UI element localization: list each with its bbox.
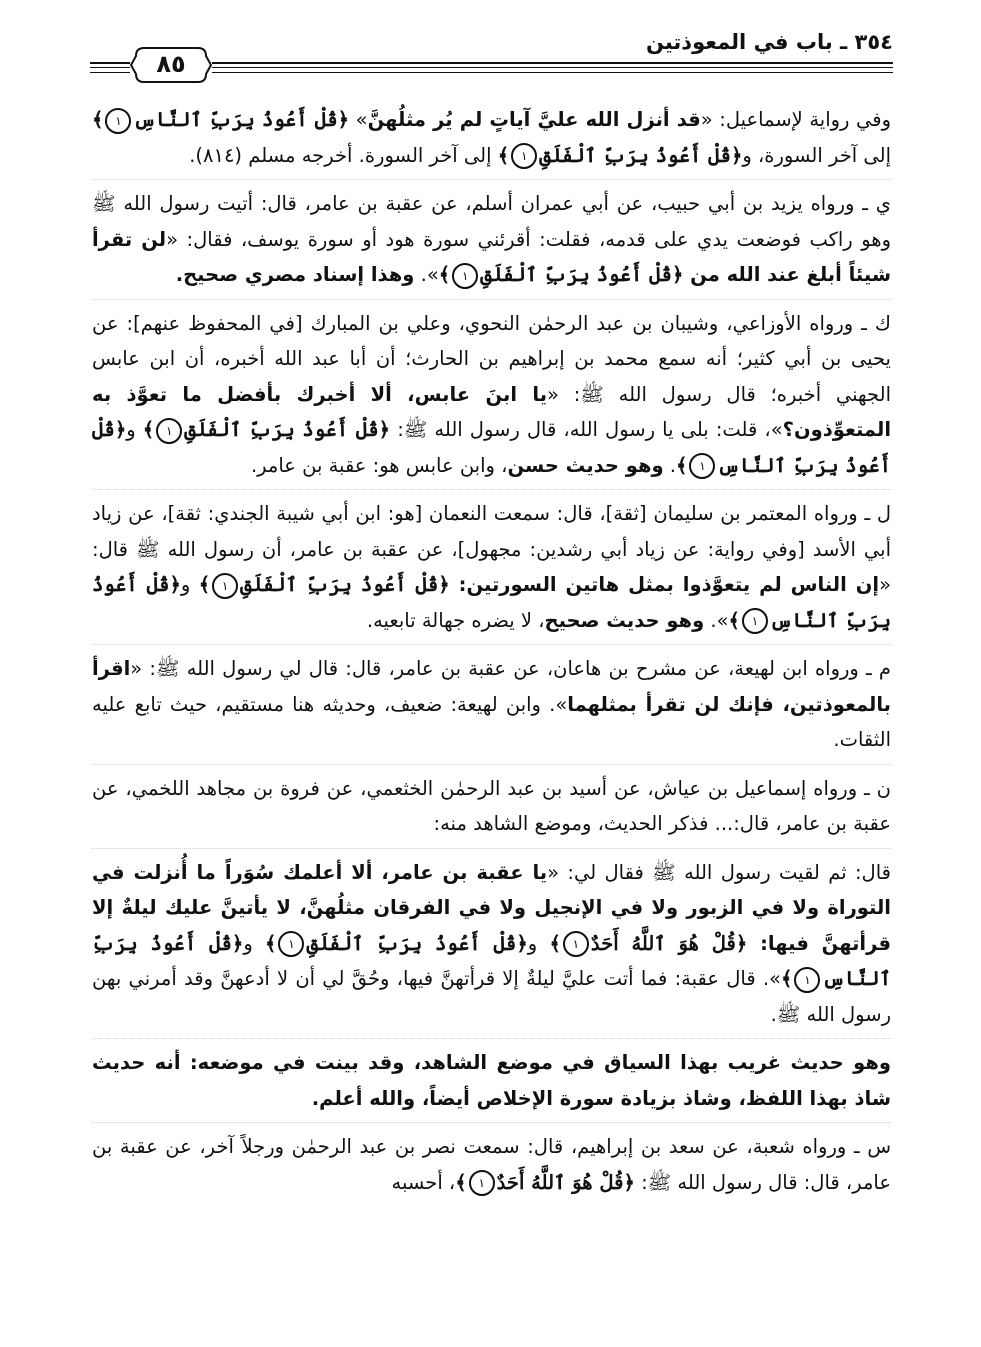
quran-bracket: ﴾: [455, 1170, 467, 1194]
quran-verse: ﴿قُلْ أَعُوذُ بِرَبِّ ٱلنَّاسِ: [133, 108, 350, 131]
page-header: [90, 26, 893, 78]
hadith-quote: يا عقبة بن عامر، ألا أعلمك سُوَراً ما أُنزلت في التوراة ولا في الزبور ولا في الإنجيل ولا في الفرقان مثلُهنَّ، لا يأتينَّ عليك ليلةٌ إلا قرأتهنَّ فيها:: [92, 860, 891, 955]
paragraph: [92, 179, 891, 293]
quran-verse: ﴿قُلْ أَعُوذُ بِرَبِّ ٱلْفَلَقِ: [306, 931, 528, 955]
text-run: ل ـ ورواه المعتمر بن سليمان [ثقة]، قال: سمعت النعمان [هو: ابن أبي شيبة الجندي: ثقة]، عن زياد أبي الأسد [وفي رواية: عن زياد أبي رشدين: مجهول]، عن عقبة بن عامر، أن رسول الله ﷺ قال: «: [92, 502, 891, 596]
ayah-marker-icon: ١: [212, 573, 238, 599]
quran-verse: ﴿قُلْ أَعُوذُ بِرَبِّ ٱلنَّاسِ: [92, 573, 891, 632]
text-run: .: [663, 453, 677, 477]
ayah-marker-icon: ١: [278, 931, 304, 957]
quran-verse: ﴿قُلْ أَعُوذُ بِرَبِّ ٱلنَّاسِ: [92, 418, 891, 477]
quran-verse: ﴿قُلْ أَعُوذُ بِرَبِّ ٱلْفَلَقِ: [184, 418, 391, 441]
ayah-marker-icon: ١: [156, 418, 182, 444]
ayah-marker-icon: ١: [563, 931, 589, 957]
ayah-marker-icon: ١: [689, 453, 715, 479]
quran-verse: ﴿قُلْ هُوَ ٱللَّهُ أَحَدٌ: [590, 931, 748, 955]
text-run: وهو حديث غريب بهذا السياق في موضع الشاهد، وقد بينت في موضعه: أنه حديث شاذ بهذا اللفظ، وشاذ بزيادة سورة الإخلاص أيضاً، والله أعلم.: [92, 1051, 891, 1110]
quran-bracket: ﴾: [142, 418, 155, 441]
hadith-quote: اقرأ بالمعوذتين، فإنك لن تقرأ بمثلهما: [92, 657, 891, 716]
quran-bracket: ﴾: [438, 263, 451, 286]
ayah-marker-icon: ١: [105, 108, 131, 134]
paragraph: [92, 644, 891, 758]
quran-bracket: ﴾: [728, 608, 740, 632]
quran-bracket: ﴾: [265, 931, 277, 955]
quran-verse: ﴿قُلْ أَعُوذُ بِرَبِّ ٱلْفَلَقِ: [480, 263, 684, 286]
hadith-quote: إن الناس لم يتعوَّذوا بمثل هاتين السورتين:: [449, 573, 880, 596]
text-run: وفي رواية لإسماعيل: «: [700, 108, 891, 131]
quran-bracket: ﴾: [497, 143, 510, 167]
ayah-marker-icon: ١: [742, 608, 768, 634]
running-title: ٣٥٤ ـ باب في المعوذتين: [645, 30, 893, 54]
quran-verse: ﴿قُلْ أَعُوذُ بِرَبِّ ٱلْفَلَقِ: [539, 143, 743, 167]
ayah-marker-icon: ١: [452, 263, 478, 289]
quran-verse: ﴿قُلْ أَعُوذُ بِرَبِّ ٱلْفَلَقِ: [240, 573, 450, 596]
quran-bracket: ﴾: [676, 453, 688, 477]
grading-text: وهو حديث حسن: [507, 453, 664, 477]
text-run: و: [126, 418, 143, 441]
text-run: »: [349, 108, 368, 131]
text-run: ، لا يضره جهالة تابعيه.: [366, 608, 545, 632]
text-run: ».: [704, 608, 729, 632]
paragraph: [92, 1122, 891, 1200]
quran-bracket: ﴾: [92, 108, 104, 131]
paragraph: [92, 1038, 891, 1116]
page-number-frame: [130, 44, 212, 84]
text-run: ». وابن لهيعة: ضعيف، وحديثه هنا مستقيم، حيث تابع عليه الثقات.: [92, 692, 891, 751]
ayah-marker-icon: ١: [794, 967, 820, 993]
text-run: ، أحسبه: [391, 1170, 456, 1194]
quran-bracket: ﴾: [549, 931, 561, 955]
page-number: ٨٥: [156, 50, 186, 78]
text-run: ».: [414, 263, 439, 286]
paragraph: [92, 489, 891, 638]
text-run: ي ـ ورواه يزيد بن أبي حبيب، عن أبي عمران أسلم، عن عقبة بن عامر، قال: أتيت رسول الله ﷺ وهو راكب فوضعت يدي على قدمه، فقلت: أقرئني سورة هود أو سورة يوسف، فقال: «: [92, 192, 891, 251]
ayah-marker-icon: ١: [469, 1170, 495, 1196]
grading-text: وهو حديث صحيح: [544, 608, 705, 632]
text-run: ك ـ ورواه الأوزاعي، وشيبان بن عبد الرحمٰن النحوي، وعلي بن المبارك [في المحفوظ عنهم]: عن يحيى بن أبي كثير؛ أنه سمع محمد بن إبراهيم بن الحارث؛ أن أبا عبد الله أخبره، أن ابن عابس الجهني أخبره؛ قال رسول الله ﷺ: «: [92, 311, 891, 406]
text-run: و: [243, 931, 266, 955]
ayah-marker-icon: ١: [511, 143, 537, 169]
text-run: س ـ ورواه شعبة، عن سعد بن إبراهيم، قال: سمعت نصر بن عبد الرحمٰن ورجلاً آخر، عن عقبة بن عامر، قال: قال رسول الله ﷺ:: [92, 1135, 891, 1194]
quran-verse: ﴿قُلْ أَعُوذُ بِرَبِّ ٱلنَّاسِ: [92, 931, 891, 990]
hadith-quote: قد أنزل الله عليَّ آياتٍ لم يُر مثلُهنَّ: [367, 108, 701, 131]
paragraph: [92, 848, 891, 1033]
text-run: ، وابن عابس هو: عقبة بن عامر.: [250, 453, 508, 477]
text-run: »، قلت: بلى يا رسول الله، قال رسول الله ﷺ:: [390, 418, 783, 441]
paragraph: [92, 299, 891, 484]
text-run: إلى آخر السورة، و: [742, 143, 891, 167]
paragraph: [92, 102, 891, 173]
text-run: إلى آخر السورة. أخرجه مسلم (٨١٤).: [189, 143, 498, 167]
text-run: و: [180, 573, 199, 596]
hadith-quote: لن تقرأ شيئاً أبلغ عند الله من: [92, 227, 891, 286]
page-body: [92, 102, 891, 1206]
quran-verse: ﴿قُلْ هُوَ ٱللَّهُ أَحَدٌ: [496, 1170, 635, 1194]
text-run: م ـ ورواه ابن لهيعة، عن مشرح بن هاعان، عن عقبة بن عامر، قال: قال لي رسول الله ﷺ: «: [130, 657, 891, 680]
text-run: ». قال عقبة: فما أتت عليَّ ليلةٌ إلا قرأتهنَّ فيها، وحُقَّ لي أن لا أدعهنَّ وقد أمرني بهن رسول الله ﷺ.: [92, 967, 891, 1026]
text-run: و: [527, 931, 550, 955]
paragraph: [92, 764, 891, 842]
text-run: قال: ثم لقيت رسول الله ﷺ فقال لي: «: [547, 860, 891, 884]
grading-text: وهذا إسناد مصري صحيح.: [175, 263, 415, 286]
quran-bracket: ﴾: [198, 573, 211, 596]
hadith-quote: يا ابنَ عابس، ألا أخبرك بأفضل ما تعوَّذ به المتعوِّذون؟: [92, 382, 892, 441]
quran-bracket: ﴾: [781, 967, 793, 990]
text-run: ن ـ ورواه إسماعيل بن عياش، عن أسيد بن عبد الرحمٰن الخثعمي، عن فروة بن مجاهد اللخمي، عن عقبة بن عامر، قال:... فذكر الحديث، وموضع الشاهد منه:: [92, 776, 891, 835]
